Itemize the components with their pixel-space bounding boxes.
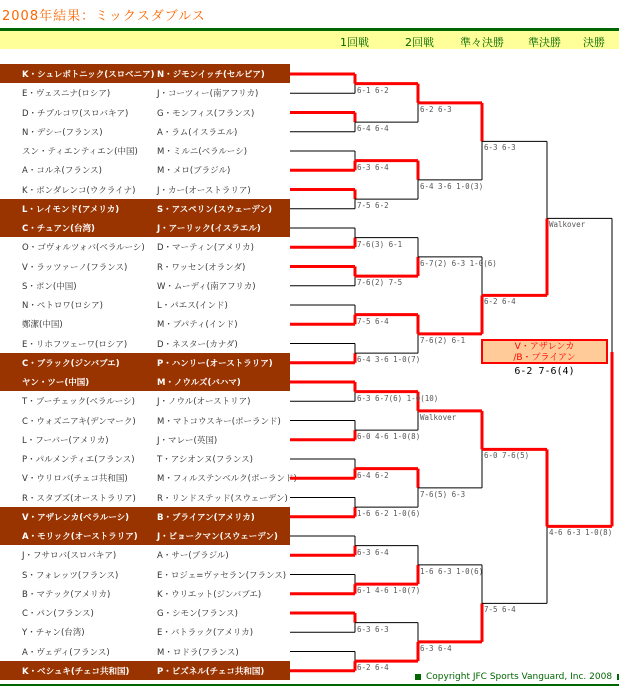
match-score: 1-6 6-2 1-0(6) [357,509,421,519]
champion-line1: V・アザレンカ [514,342,575,352]
player-2: M・ノウルズ(バハマ) [157,378,241,388]
player-1: B・マテック(アメリカ) [22,589,111,600]
player-1: O・ゴヴォルツォバ(ベラルーシ) [22,243,145,254]
player-1: S・ポン(中国) [22,281,77,292]
player-1: K・シュレボトニック(スロベニア) [22,70,155,80]
round-label: 決勝 [583,36,605,49]
champion-line2: /B・ブライアン [513,353,576,363]
player-1: K・ボンダレンコ(ウクライナ) [22,185,136,196]
player-2: W・ムーディ(南アフリカ) [157,281,256,292]
match-score: 6-2 6-4 [357,663,389,673]
player-2: M・ブパティ(インド) [157,320,238,331]
player-1: T・ブーチェック(ベラルーシ) [22,397,135,408]
player-1: C・ウォズニアキ(デンマーク) [22,416,136,427]
player-1: E・リホフツェーワ(ロシア) [22,339,128,350]
player-1: A・モリック(オーストラリア) [22,532,138,542]
round-label: 2回戦 [405,36,434,49]
player-2: M・メロ(ブラジル) [157,166,231,177]
player-2: P・ビズネル(チェコ共和国) [157,666,265,677]
player-2: J・ノウル(オーストリア) [157,397,251,408]
match-score: 6-4 6-4 [357,124,389,134]
round-label: 準決勝 [528,36,561,49]
player-1: S・フォレッツ(フランス) [22,570,119,581]
player-2: J・カー(オーストラリア) [157,185,251,196]
player-2: A・サー(ブラジル) [157,551,229,562]
player-2: R・ワッセン(オランダ) [157,262,246,273]
match-score: Walkover [420,412,457,422]
match-score: Walkover [549,220,586,230]
player-2: K・ウリエット(ジンバブエ) [157,589,262,600]
player-2: M・ミルニ(ベラルーシ) [157,147,248,157]
player-2: J・ビョークマン(スウェーデン) [157,532,278,542]
match-score: 7-6(2) 6-1 [420,335,466,345]
player-2: N・ジモンイッチ(セルビア) [157,70,265,80]
match-score: 4-6 6-3 1-0(8) [549,528,613,538]
match-score: 7-6(3) 6-1 [357,239,403,249]
match-score: 6-4 3-6 1-0(7) [357,355,421,365]
match-score: 6-3 6-4 [357,162,389,172]
player-1: E・ヴェスニナ(ロシア) [22,89,111,100]
match-score: 6-3 6-4 [420,643,452,653]
player-2: P・ハンリー(オーストラリア) [157,358,273,369]
final-score: 6-2 7-6(4) [514,366,575,377]
footer [410,672,619,682]
match-score: 7-6(2) 7-5 [357,278,403,288]
player-1: R・スタブズ(オーストラリア) [22,493,136,504]
match-score: 6-3 6-3 [357,624,389,634]
player-1: N・デシー(フランス) [22,127,103,138]
match-score: 7-5 6-4 [484,605,516,615]
player-2: R・リンドステッド(スウェーデン) [157,493,288,504]
player-2: D・ネスター(カナダ) [157,339,238,350]
player-2: B・ブライアン(アメリカ) [157,512,255,523]
round-label: 準々決勝 [460,36,504,49]
player-2: J・マレー(英国) [157,435,218,446]
player-2: A・ラム(イスラエル) [157,127,238,138]
player-1: A・ヴェディ(フランス) [22,647,110,658]
player-2: J・コーツィー(南アフリカ) [157,89,259,100]
match-score: 6-2 6-3 [420,104,452,114]
player-1: D・チブルコワ(スロバキア) [22,108,129,119]
match-score: 6-3 6-7(6) 1-0(10) [357,393,439,403]
player-1: C・チュアン(台湾) [22,224,95,234]
player-1: P・パルメンティエ(フランス) [22,455,135,465]
player-2: M・フィルステンベルク(ポーランド) [157,474,297,485]
player-1: N・ペトロワ(ロシア) [22,301,103,311]
match-score: 1-6 6-3 1-0(6) [420,566,484,576]
player-2: D・マーティン(アメリカ) [157,243,254,254]
match-score: 7-5 6-2 [357,201,389,211]
player-2: T・アシオンヌ(フランス) [157,455,253,465]
match-score: 7-6(5) 6-3 [420,489,466,499]
match-score: 6-7(2) 6-3 1-0(6) [420,258,497,268]
player-1: V・アザレンカ(ベラルーシ) [22,512,130,523]
player-1: A・コルネ(フランス) [22,166,102,177]
match-score: 6-4 3-6 1-0(3) [420,181,484,191]
player-2: J・アーリック(イスラエル) [157,224,261,234]
copyright-text: Copyright JFC Sports Vanguard, Inc. 2008 [426,672,613,682]
square-bullet-icon [415,674,421,680]
player-1: Y・チャン(台湾) [22,628,85,639]
player-1: K・ベシュキ(チェコ共和国) [22,666,130,677]
player-2: E・バトラック(アメリカ) [157,628,254,639]
player-2: G・シモン(フランス) [157,609,238,619]
player-1: V・ウリロバ(チェコ共和国) [22,474,128,485]
match-score: 6-2 6-4 [484,297,516,307]
match-score: 7-5 6-4 [357,316,389,326]
player-2: G・モンフィス(フランス) [157,108,255,119]
player-2: M・マトコウスキー(ポーランド) [157,416,281,427]
player-1: C・パン(フランス) [22,609,94,619]
player-1: ヤン・ツー(中国) [22,378,90,388]
player-2: M・ロドラ(フランス) [157,647,239,658]
player-1: 鄭潔(中国) [22,320,63,331]
champion-box [481,339,608,364]
match-score: 6-1 6-2 [357,85,389,95]
match-score: 6-0 4-6 1-0(8) [357,432,421,442]
player-1: V・ラッツァーノ(フランス) [22,262,128,273]
match-score: 6-4 6-2 [357,470,389,480]
player-2: E・ロジェ=ヴァセラン(フランス) [157,570,287,581]
round-label: 1回戦 [340,36,369,49]
match-score: 6-3 6-3 [484,143,516,153]
match-score: 6-3 6-4 [357,547,389,557]
match-score: 6-0 7-6(5) [484,451,530,461]
player-2: S・アスペリン(スウェーデン) [157,204,273,215]
player-2: L・パエス(インド) [157,301,228,311]
page-title: 2008年結果：ミックスダブルス [2,9,206,24]
player-1: J・フサロバ(スロバキア) [22,551,117,562]
player-1: スン・ティエンティエン(中国) [22,147,138,157]
player-1: C・ブラック(ジンバブエ) [22,358,120,369]
match-score: 6-1 4-6 1-0(7) [357,586,421,596]
player-1: L・フーバー(アメリカ) [22,435,109,446]
player-1: L・レイモンド(アメリカ) [22,204,120,215]
